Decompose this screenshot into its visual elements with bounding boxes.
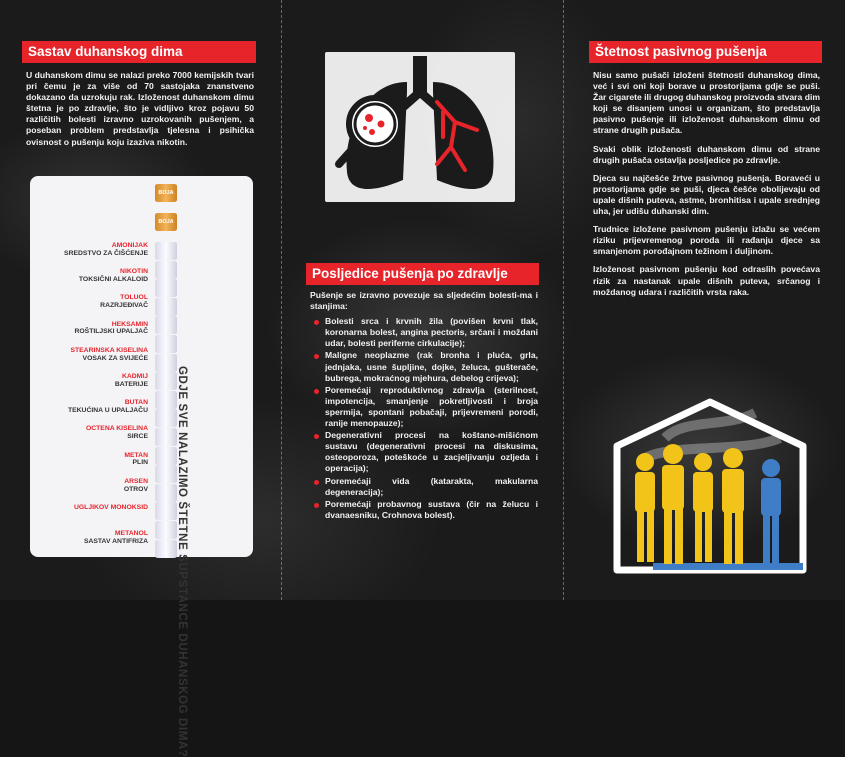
middle-panel-body xyxy=(310,290,538,522)
fold-line-left xyxy=(281,0,282,600)
substance-label xyxy=(30,399,148,415)
substance-source: VOSAK ZA SVIJEĆE xyxy=(82,354,148,362)
substance-name: BUTAN xyxy=(124,399,148,407)
substance-label xyxy=(30,530,148,546)
passive-smoking-paragraph: Djeca su najčešće žrtve pasivnog pušenja. Boraveći u prostorijama gdje se puši, djeca češće obolijevaju od upale dišnih puteva, astme, bronhitisa i upale srednjeg uha, jer udišu duhanski dim. xyxy=(593,172,820,217)
substances-infographic xyxy=(30,176,253,757)
middle-panel-title: Posljedice pušenja po zdravlje xyxy=(306,263,539,285)
substance-source: BATERIJE xyxy=(114,380,148,388)
cigarette-filter-top: BOJA xyxy=(155,184,177,202)
substance-name: HEKSAMIN xyxy=(111,320,148,328)
disease-item: Poremećaji vida (katarakta, makularna degeneracija); xyxy=(310,476,538,498)
substance-label xyxy=(30,373,148,389)
substance-label xyxy=(30,478,148,494)
substance-name: NIKOTIN xyxy=(120,268,148,276)
cigarette-segment xyxy=(155,279,177,297)
substance-name: AMONIJAK xyxy=(111,242,148,249)
substance-label xyxy=(30,347,148,363)
substance-name: ARSEN xyxy=(124,477,148,485)
substance-name: KADMIJ xyxy=(121,373,148,380)
substance-source: SIRCE xyxy=(127,433,148,441)
left-panel-intro: U duhanskom dimu se nalazi preko 7000 kemijskih tvari pri čemu je za više od 70 sastojaka znanstveno dokazano da uzrokuju rak. Izloženost duhanskom dimu štetna je po zdravlje, što je vidljivo kroz pojavu 50 različitih bolesti izravno uzrokovanih pušenjem, a poseban problem predstavlja tjelesna i psihička ovisnost o pušenju koju izaziva nikotin. xyxy=(26,70,254,147)
substance-name: STEARINSKA KISELINA xyxy=(70,346,148,354)
cigarette-filter-bottom: BOJA xyxy=(155,213,177,231)
substance-source: OTROV xyxy=(123,485,148,493)
substance-label xyxy=(30,242,148,258)
passive-smoking-paragraph: Svaki oblik izloženosti duhanskom dimu od strane drugih pušača ostavlja posljedice po zdravlje. xyxy=(593,143,820,165)
substance-label xyxy=(30,452,148,468)
disease-list xyxy=(310,316,538,521)
substance-name: METANOL xyxy=(114,530,148,538)
disease-item: Poremećaji probavnog sustava (čir na želucu i dvanaesniku, Crohnova bolest). xyxy=(310,499,538,521)
passive-smoking-paragraph: Nisu samo pušači izloženi štetnosti duhanskog dima, već i svi oni koji borave u prostorijama gdje se puši. Žar cigarete ili drugog duhanskog proizvoda stvara dim koji se disanjem unosi u organizam, što predstavlja pasivno pušenje ili izloženost duhanskom dimu od strane drugih pušača. xyxy=(593,70,820,136)
substance-source: PLIN xyxy=(132,459,148,467)
substance-label xyxy=(30,268,148,284)
passive-smoking-paragraph: Trudnice izložene pasivnom pušenju izlažu se većem riziku prijevremenog poroda ili rađanju djece sa smanjenom porođajnom težinom i duljinom. xyxy=(593,224,820,257)
substance-name: METAN xyxy=(124,451,148,459)
middle-panel-intro: Pušenje se izravno povezuje sa sljedećim bolesti-ma i stanjima: xyxy=(310,290,538,312)
substance-name: OCTENA KISELINA xyxy=(85,425,148,433)
substance-name: TOLUOL xyxy=(120,294,148,302)
substance-source: TOKSIČNI ALKALOID xyxy=(78,275,148,283)
substance-label xyxy=(30,504,148,512)
passive-smoking-house-illustration xyxy=(605,398,815,578)
left-panel-title: Sastav duhanskog dima xyxy=(22,41,256,63)
disease-item: Poremećaji reproduktivnog zdravlja (sterilnost, impotencija, smanjenje pokretljivosti i broja spermija, spontani pobačaji, prijevremeni porodi, ranije menopauze); xyxy=(310,385,538,429)
substance-label xyxy=(30,321,148,337)
disease-item: Maligne neoplazme (rak bronha i pluća, grla, jednjaka, usne šupljine, dojke, želuca, gušterače, bubrega, mokraćnog mjehura, debelog crijeva); xyxy=(310,350,538,383)
right-panel-body xyxy=(593,70,820,305)
substance-name: UGLJIKOV MONOKSID xyxy=(73,504,148,511)
substance-source: SREDSTVO ZA ČIŠĆENJE xyxy=(64,249,148,257)
substance-label xyxy=(30,294,148,310)
disease-item: Degenerativni procesi na koštano-mišićnom sustavu (degenerativni procesi na diskusima, osteoporoza, poteškoće u zacjeljivanju ozljeda i operacija); xyxy=(310,430,538,474)
substance-label xyxy=(30,425,148,441)
disease-item: Bolesti srca i krvnih žila (povišen krvni tlak, koronarna bolest, angina pectoris, srčani i moždani udar, bolesti periferne cirkulacije); xyxy=(310,316,538,349)
cigarette-segment xyxy=(155,261,177,279)
cigarette-segment xyxy=(155,335,177,353)
substance-source: TEKUĆINA U UPALJAČU xyxy=(67,406,148,414)
substance-source: SASTAV ANTIFRIZA xyxy=(83,537,148,545)
right-panel-title: Štetnost pasivnog pušenja xyxy=(589,41,822,63)
fold-line-right xyxy=(563,0,564,600)
substance-source: ROŠTILJSKI UPALJAČ xyxy=(74,328,148,336)
passive-smoking-paragraph: Izloženost pasivnom pušenju kod odraslih povećava rizik za nastanak upale dišnih puteva, srčanog i moždanog udara i različitih vrsta raka. xyxy=(593,264,820,297)
lungs-illustration xyxy=(325,52,515,202)
cigarette-segment xyxy=(155,242,177,260)
cigarette-segment xyxy=(155,316,177,334)
infographic-vertical-title: GDJE SVE NALAZIMO ŠTETNE SUPSTANCE DUHANSKOG DIMA? xyxy=(176,366,188,757)
cigarette-segment xyxy=(155,298,177,316)
substance-source: RAZRJEĐIVAČ xyxy=(100,302,148,310)
